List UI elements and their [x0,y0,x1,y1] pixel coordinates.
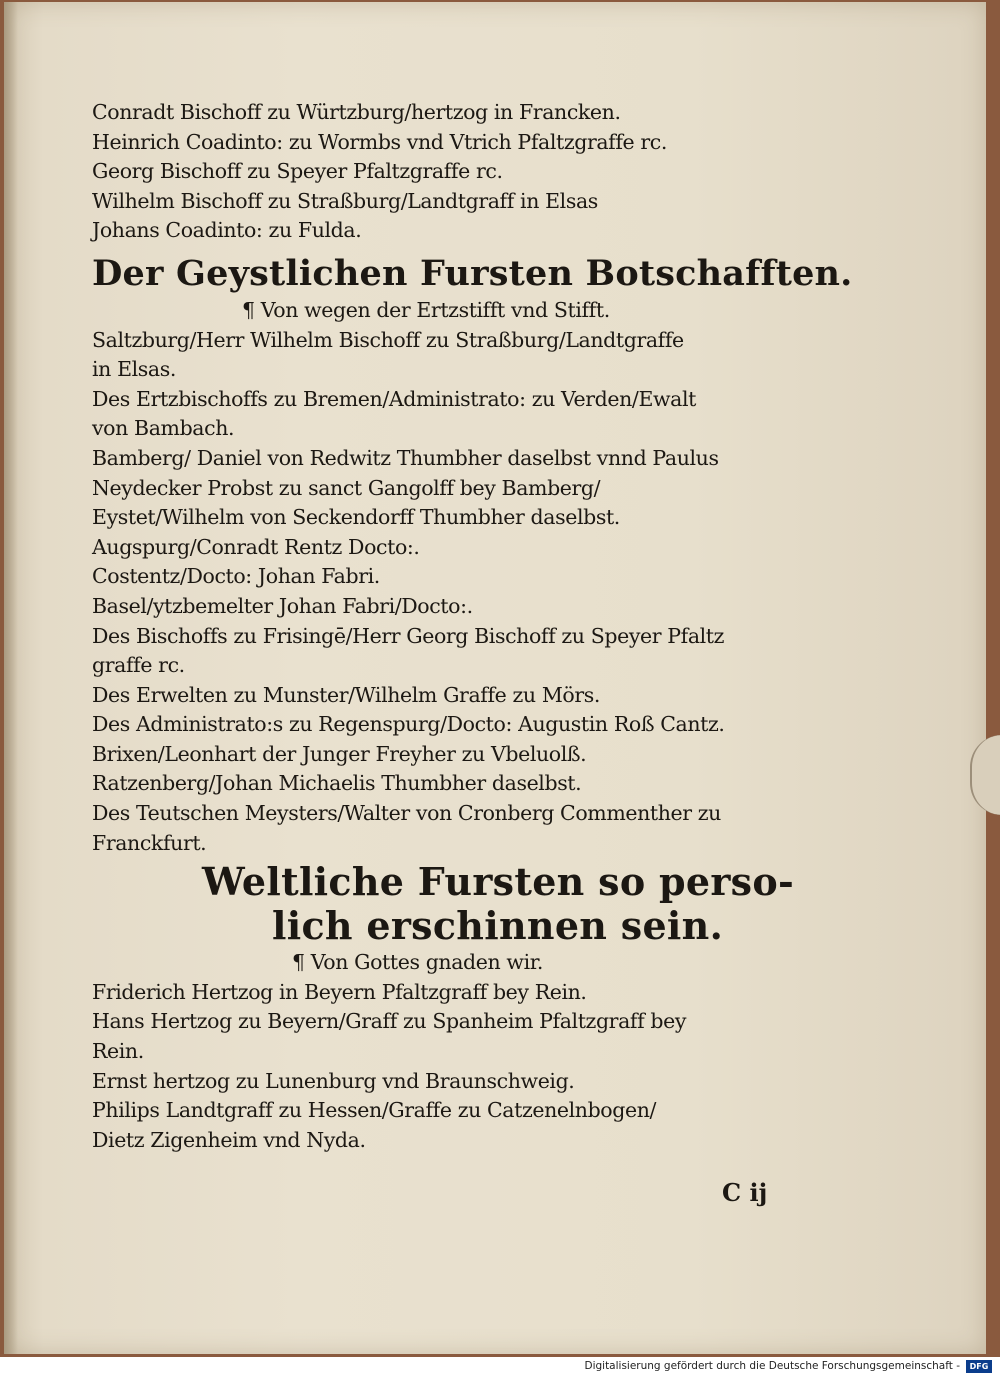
footer-credit: Digitalisierung gefördert durch die Deutsche Forschungsgemeinschaft - [584,1360,960,1372]
page-gutter-shadow [4,2,18,1354]
text-line: Augspurg/Conradt Rentz Docto:. [92,534,420,559]
text-line: in Elsas. [92,357,176,382]
dfg-logo[interactable]: DFG [966,1360,992,1373]
text-line: graffe rc. [92,653,185,678]
footer-bar [0,1357,1000,1377]
text-line: Hans Hertzog zu Beyern/Graff zu Spanheim Pfaltzgraff bey [92,1009,687,1034]
page-text [92,98,853,1155]
text-line: Heinrich Coadinto: zu Wormbs vnd Vtrich Pfaltzgraffe rc. [92,129,667,154]
text-line: Des Administrato:s zu Regenspurg/Docto: Augustin Roß Cantz. [92,712,725,737]
section-heading: Der Geystlichen Fursten Botschafften. [92,252,853,294]
signature-mark: C ij [722,1178,768,1207]
text-line: Ernst hertzog zu Lunenburg vnd Braunschweig. [92,1068,575,1093]
section-heading: lich erschinnen sein. [272,903,724,949]
text-line: Des Erwelten zu Munster/Wilhelm Graffe zu Mörs. [92,682,600,707]
text-line: Costentz/Docto: Johan Fabri. [92,564,380,589]
text-line: Ratzenberg/Johan Michaelis Thumbher daselbst. [92,771,582,796]
text-line: Des Bischoffs zu Frisingē/Herr Georg Bischoff zu Speyer Pfaltz [92,623,725,648]
text-line: Georg Bischoff zu Speyer Pfaltzgraffe rc. [92,159,503,184]
text-line: Brixen/Leonhart der Junger Freyher zu Vbeluolß. [92,741,587,766]
section-heading: Weltliche Fursten so perso- [202,859,795,905]
text-line: Des Ertzbischoffs zu Bremen/Administrato: zu Verden/Ewalt [92,386,696,411]
text-line: Wilhelm Bischoff zu Straßburg/Landtgraff in Elsas [92,188,598,213]
text-line: Saltzburg/Herr Wilhelm Bischoff zu Straßburg/Landtgraffe [92,327,684,352]
text-line: Franckfurt. [92,830,207,855]
text-line: Dietz Zigenheim vnd Nyda. [92,1127,366,1152]
text-line: Bamberg/ Daniel von Redwitz Thumbher daselbst vnnd Paulus [92,445,719,470]
section-subheading: ¶ Von Gottes gnaden wir. [292,950,543,975]
text-line: Des Teutschen Meysters/Walter von Cronberg Commenther zu [92,801,721,826]
text-line: Eystet/Wilhelm von Seckendorff Thumbher daselbst. [92,505,620,530]
text-line: von Bambach. [92,416,235,441]
text-line: Johans Coadinto: zu Fulda. [92,218,362,243]
text-line: Rein. [92,1039,144,1064]
text-line: Neydecker Probst zu sanct Gangolff bey Bamberg/ [92,475,601,500]
text-line: Basel/ytzbemelter Johan Fabri/Docto:. [92,593,473,618]
text-line: Philips Landtgraff zu Hessen/Graffe zu Catzenelnbogen/ [92,1098,657,1123]
text-line: Friderich Hertzog in Beyern Pfaltzgraff bey Rein. [92,979,587,1004]
section-subheading: ¶ Von wegen der Ertzstifft vnd Stifft. [242,297,610,322]
text-line: Conradt Bischoff zu Würtzburg/hertzog in Francken. [92,100,621,124]
